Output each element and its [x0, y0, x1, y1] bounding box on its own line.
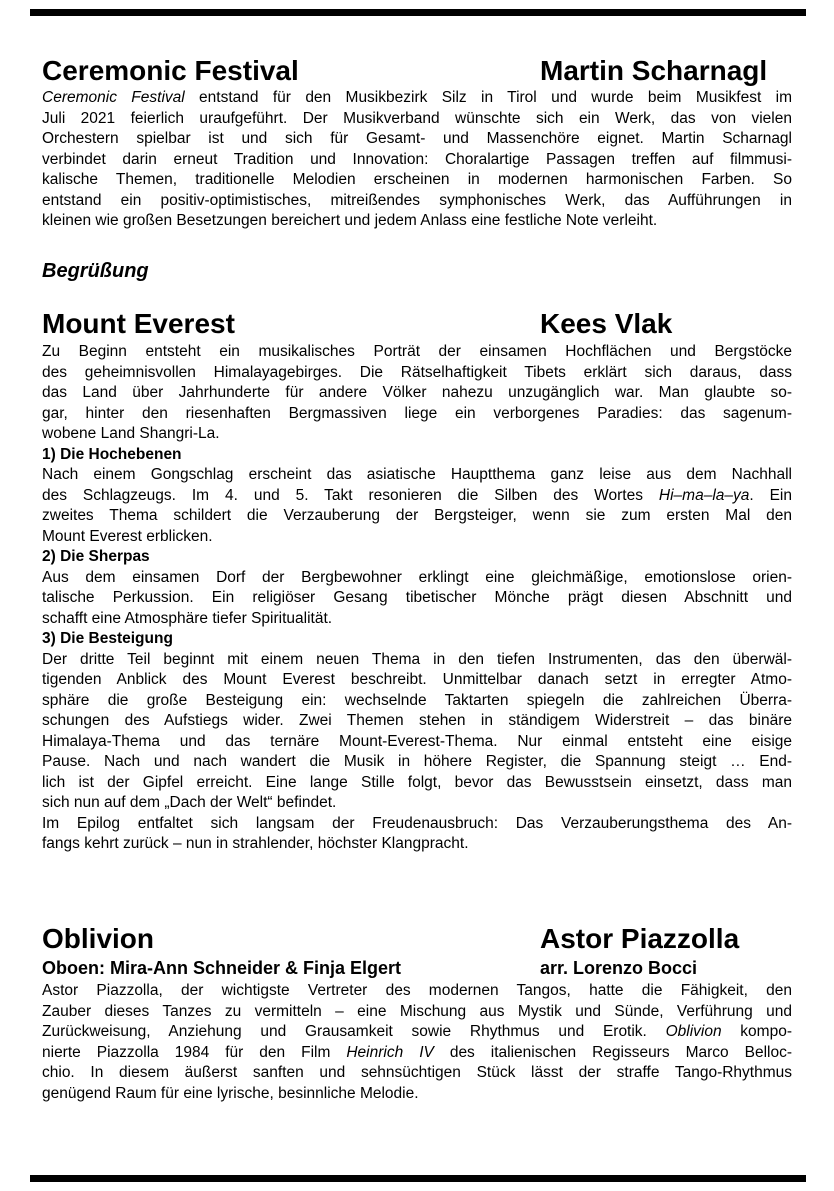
text-line: Zurückweisung, Anziehung und Grausamkeit sowie Rhythmus und Erotik. Oblivion kompo- — [42, 1023, 792, 1040]
section-mount-everest-header — [42, 307, 792, 341]
text-line: kalische Themen, traditionelle Melodien erscheinen in modernen harmonischen Farben. So — [42, 171, 792, 188]
section-oblivion-soloists-row — [42, 957, 792, 979]
section-oblivion-header — [42, 922, 792, 956]
text-line: talische Perkussion. Ein religiöser Gesang tibetischer Mönche prägt diesen Abschnitt und — [42, 589, 792, 606]
text-line: tigenden Anblick des Mount Everest beschreibt. Unmittelbar danach setzt in erregter Atmo- — [42, 671, 792, 688]
text-line: Juli 2021 feierlich uraufgeführt. Der Musikverband wünschte sich ein Werk, das von vielen — [42, 109, 792, 127]
text-line: kleinen wie großen Besetzungen bereichert und jedem Anlass eine festliche Note verleiht. — [42, 212, 658, 229]
text-line: sphäre die große Besteigung ein: wechselnde Taktarten spiegeln die zahlreichen Überra- — [42, 691, 792, 709]
text-line: fangs kehrt zurück – nun in strahlender, höchster Klangpracht. — [42, 835, 469, 852]
section-oblivion-text — [42, 981, 792, 1104]
text-line: wobene Land Shangri-La. — [42, 425, 220, 442]
soloists-label: Oboen: Mira-Ann Schneider & Finja Elgert — [42, 958, 402, 978]
text-line: sich nun auf dem „Dach der Welt“ befindet. — [42, 794, 337, 811]
text-line: gar, hinter den riesenhaften Bergmassiven liege ein verborgenes Paradies: das sagenum- — [42, 404, 792, 422]
text-line: Mount Everest erblicken. — [42, 527, 213, 545]
top-rule-bar — [30, 9, 806, 16]
text-line: verbindet darin erneut Tradition und Innovation: Choralartige Passagen treffen auf filmmusi- — [42, 150, 792, 168]
movement-subheading: 3) Die Besteigung — [42, 630, 173, 647]
composer-name: Kees Vlak — [540, 308, 673, 339]
text-line: Ceremonic Festival entstand für den Musikbezirk Silz in Tirol und wurde beim Musikfest im — [42, 89, 792, 106]
section-ceremonic-festival-text — [42, 88, 792, 232]
movement-subheading: 1) Die Hochebenen — [42, 445, 182, 463]
piece-title: Mount Everest — [42, 308, 235, 339]
text-line: schafft eine Atmosphäre tiefer Spiritualität. — [42, 609, 333, 627]
text-line: lich ist der Gipfel erreicht. Eine lange Stille folgt, bevor das Bewusstsein einsetzt, dass man — [42, 773, 792, 791]
text-line: zweites Thema schildert die Verzauberung der Bergsteiger, wenn sie zum ersten Mal den — [42, 507, 792, 524]
composer-name: Martin Scharnagl — [540, 55, 768, 86]
text-line: Zu Beginn entsteht ein musikalisches Porträt der einsamen Hochflächen und Bergstöcke — [42, 343, 792, 360]
composer-name: Astor Piazzolla — [540, 923, 740, 954]
text-line: Aus dem einsamen Dorf der Bergbewohner erklingt eine gleichmäßige, emotionslose orien- — [42, 568, 792, 586]
text-line: Astor Piazzolla, der wichtigste Vertreter des modernen Tangos, hatte die Fähigkeit, den — [42, 982, 792, 999]
text-line: Himalaya-Thema und das ternäre Mount-Everest-Thema. Nur einmal entsteht eine eisige — [42, 732, 792, 750]
interlude-label: Begrüßung — [42, 260, 149, 282]
piece-title: Ceremonic Festival — [42, 55, 299, 86]
text-line: das Land über Jahrhunderte für andere Völker nahezu unzugänglich war. Man glaubte so- — [42, 384, 792, 401]
text-line: Nach einem Gongschlag erscheint das asiatische Hauptthema ganz leise aus dem Nachhall — [42, 466, 792, 483]
text-line: Der dritte Teil beginnt mit einem neuen Thema in den tiefen Instrumenten, das den überwäl- — [42, 650, 792, 668]
text-line: des geheimnisvollen Himalayagebirges. Die Rätselhaftigkeit Tibets erklärt sich daraus, dass — [42, 363, 792, 381]
movement-subheading: 2) Die Sherpas — [42, 548, 150, 565]
text-line: Im Epilog entfaltet sich langsam der Freudenausbruch: Das Verzauberungsthema des An- — [42, 814, 792, 832]
text-line: schungen des Aufstiegs wider. Zwei Themen stehen in ständigem Widerstreit – das binäre — [42, 712, 792, 729]
text-line: genügend Raum für eine lyrische, besinnliche Melodie. — [42, 1084, 419, 1102]
section-ceremonic-festival-header — [42, 54, 792, 88]
text-line: Zauber dieses Tanzes zu vermitteln – eine Mischung aus Mystik und Sünde, Verführung und — [42, 1002, 792, 1020]
text-line: des Schlagzeugs. Im 4. und 5. Takt resonieren die Silben des Wortes Hi–ma–la–ya. Ein — [42, 486, 792, 504]
piece-title: Oblivion — [42, 923, 154, 954]
text-line: Pause. Nach und nach wandert die Musik in höhere Register, die Spannung steigt … End- — [42, 753, 792, 770]
text-line: chio. In diesem äußerst sanften und sehnsüchtigen Stück lässt der straffe Tango-Rhythmus — [42, 1064, 792, 1081]
bottom-rule-bar — [30, 1175, 806, 1182]
text-line: entstand ein positiv-optimistisches, mitreißendes symphonisches Werk, das Aufführungen in — [42, 191, 792, 209]
text-line: nierte Piazzolla 1984 für den Film Heinrich IV des italienischen Regisseurs Marco Belloc- — [42, 1043, 792, 1061]
text-line: Orchestern spielbar ist und sich für Gesamt- und Massenchöre eignet. Martin Scharnagl — [42, 130, 792, 147]
arranger-name: arr. Lorenzo Bocci — [540, 958, 698, 978]
section-mount-everest-text — [42, 342, 792, 855]
